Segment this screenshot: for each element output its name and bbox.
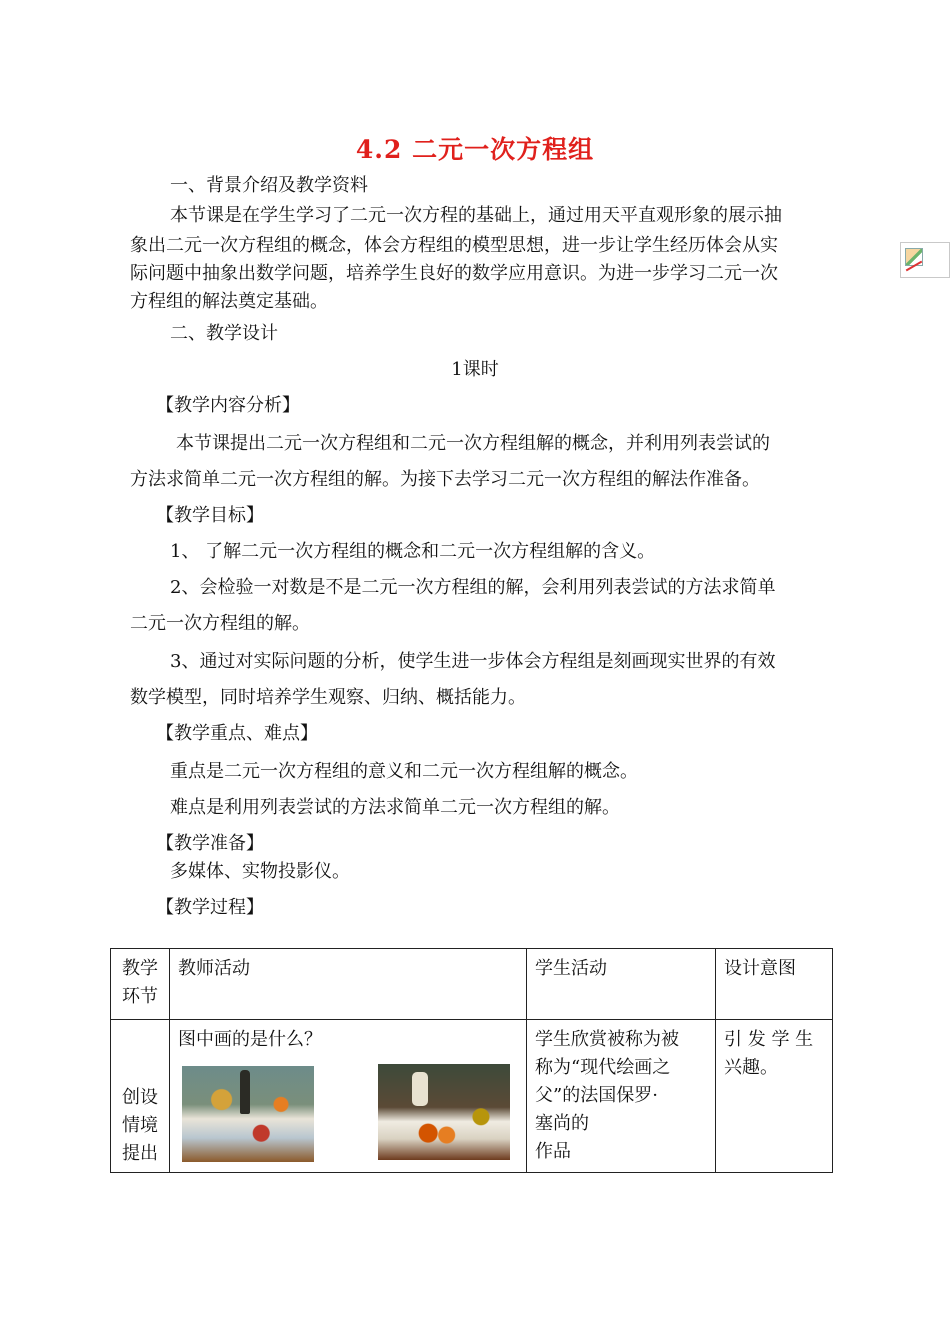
header-intent: 设计意图 [716,949,833,1020]
student-cell [527,1020,716,1173]
background-line-2: 象出二元一次方程组的概念，体会方程组的模型思想，进一步让学生经历体会从实 [130,235,778,256]
analysis-line-2: 方法求简单二元一次方程组的解。为接下去学习二元一次方程组的解法作准备。 [130,469,760,490]
goal-3-line-1: 3、通过对实际问题的分析，使学生进一步体会方程组是刻画现实世界的有效 [170,651,776,672]
heading-process: 【教学过程】 [156,897,264,918]
section-heading-background: 一、背景介绍及教学资料 [170,175,368,196]
cezanne-still-life-painting-1 [182,1066,314,1162]
table-header-row [111,949,833,1020]
student-line: 作品 [535,1141,571,1162]
analysis-line-1: 本节课提出二元一次方程组和二元一次方程组解的概念，并利用列表尝试的 [176,433,770,454]
goal-3-line-2: 数学模型，同时培养学生观察、归纳、概括能力。 [130,687,526,708]
background-line-1: 本节课是在学生学习了二元一次方程的基础上，通过用天平直观形象的展示抽 [170,205,782,226]
heading-preparation: 【教学准备】 [156,833,264,854]
heading-keypoints: 【教学重点、难点】 [156,723,318,744]
goal-1: 1、 了解二元一次方程组的概念和二元一次方程组解的含义。 [170,541,656,562]
goal-2-line-2: 二元一次方程组的解。 [130,613,310,634]
goal-2-line-1: 2、会检验一对数是不是二元一次方程组的解，会利用列表尝试的方法求简单 [170,577,776,598]
difficult-point: 难点是利用列表尝试的方法求简单二元一次方程组的解。 [170,797,620,818]
key-point: 重点是二元一次方程组的意义和二元一次方程组解的概念。 [170,761,638,782]
lesson-period: 1课时 [451,359,499,380]
stage-cell [111,1020,170,1173]
student-line: 学生欣赏被称为被 [535,1029,679,1050]
intent-line: 兴趣。 [724,1057,778,1078]
preparation-text: 多媒体、实物投影仪。 [170,861,350,882]
header-student: 学生活动 [527,949,716,1020]
student-line: 称为“现代绘画之 [535,1057,671,1078]
student-line: 塞尚的 [535,1113,589,1134]
background-line-3: 际问题中抽象出数学问题，培养学生良好的数学应用意识。为进一步学习二元一次 [130,263,778,284]
header-teacher: 教师活动 [170,949,527,1020]
heading-goals: 【教学目标】 [156,505,264,526]
document-title: 4.2 二元一次方程组 [355,135,595,164]
teacher-question: 图中画的是什么？ [178,1029,322,1050]
intent-line: 引 发 学 生 [724,1029,814,1050]
header-stage: 教学环节 [111,949,170,1020]
intent-cell [716,1020,833,1173]
student-line: 父”的法国保罗· [535,1085,658,1106]
stage-text: 创设情境提出 [122,1087,158,1164]
background-line-4: 方程组的解法奠定基础。 [130,291,328,312]
heading-content-analysis: 【教学内容分析】 [156,395,300,416]
cezanne-still-life-painting-2 [378,1064,510,1160]
broken-image-icon [900,242,950,278]
section-heading-design: 二、教学设计 [170,323,278,344]
